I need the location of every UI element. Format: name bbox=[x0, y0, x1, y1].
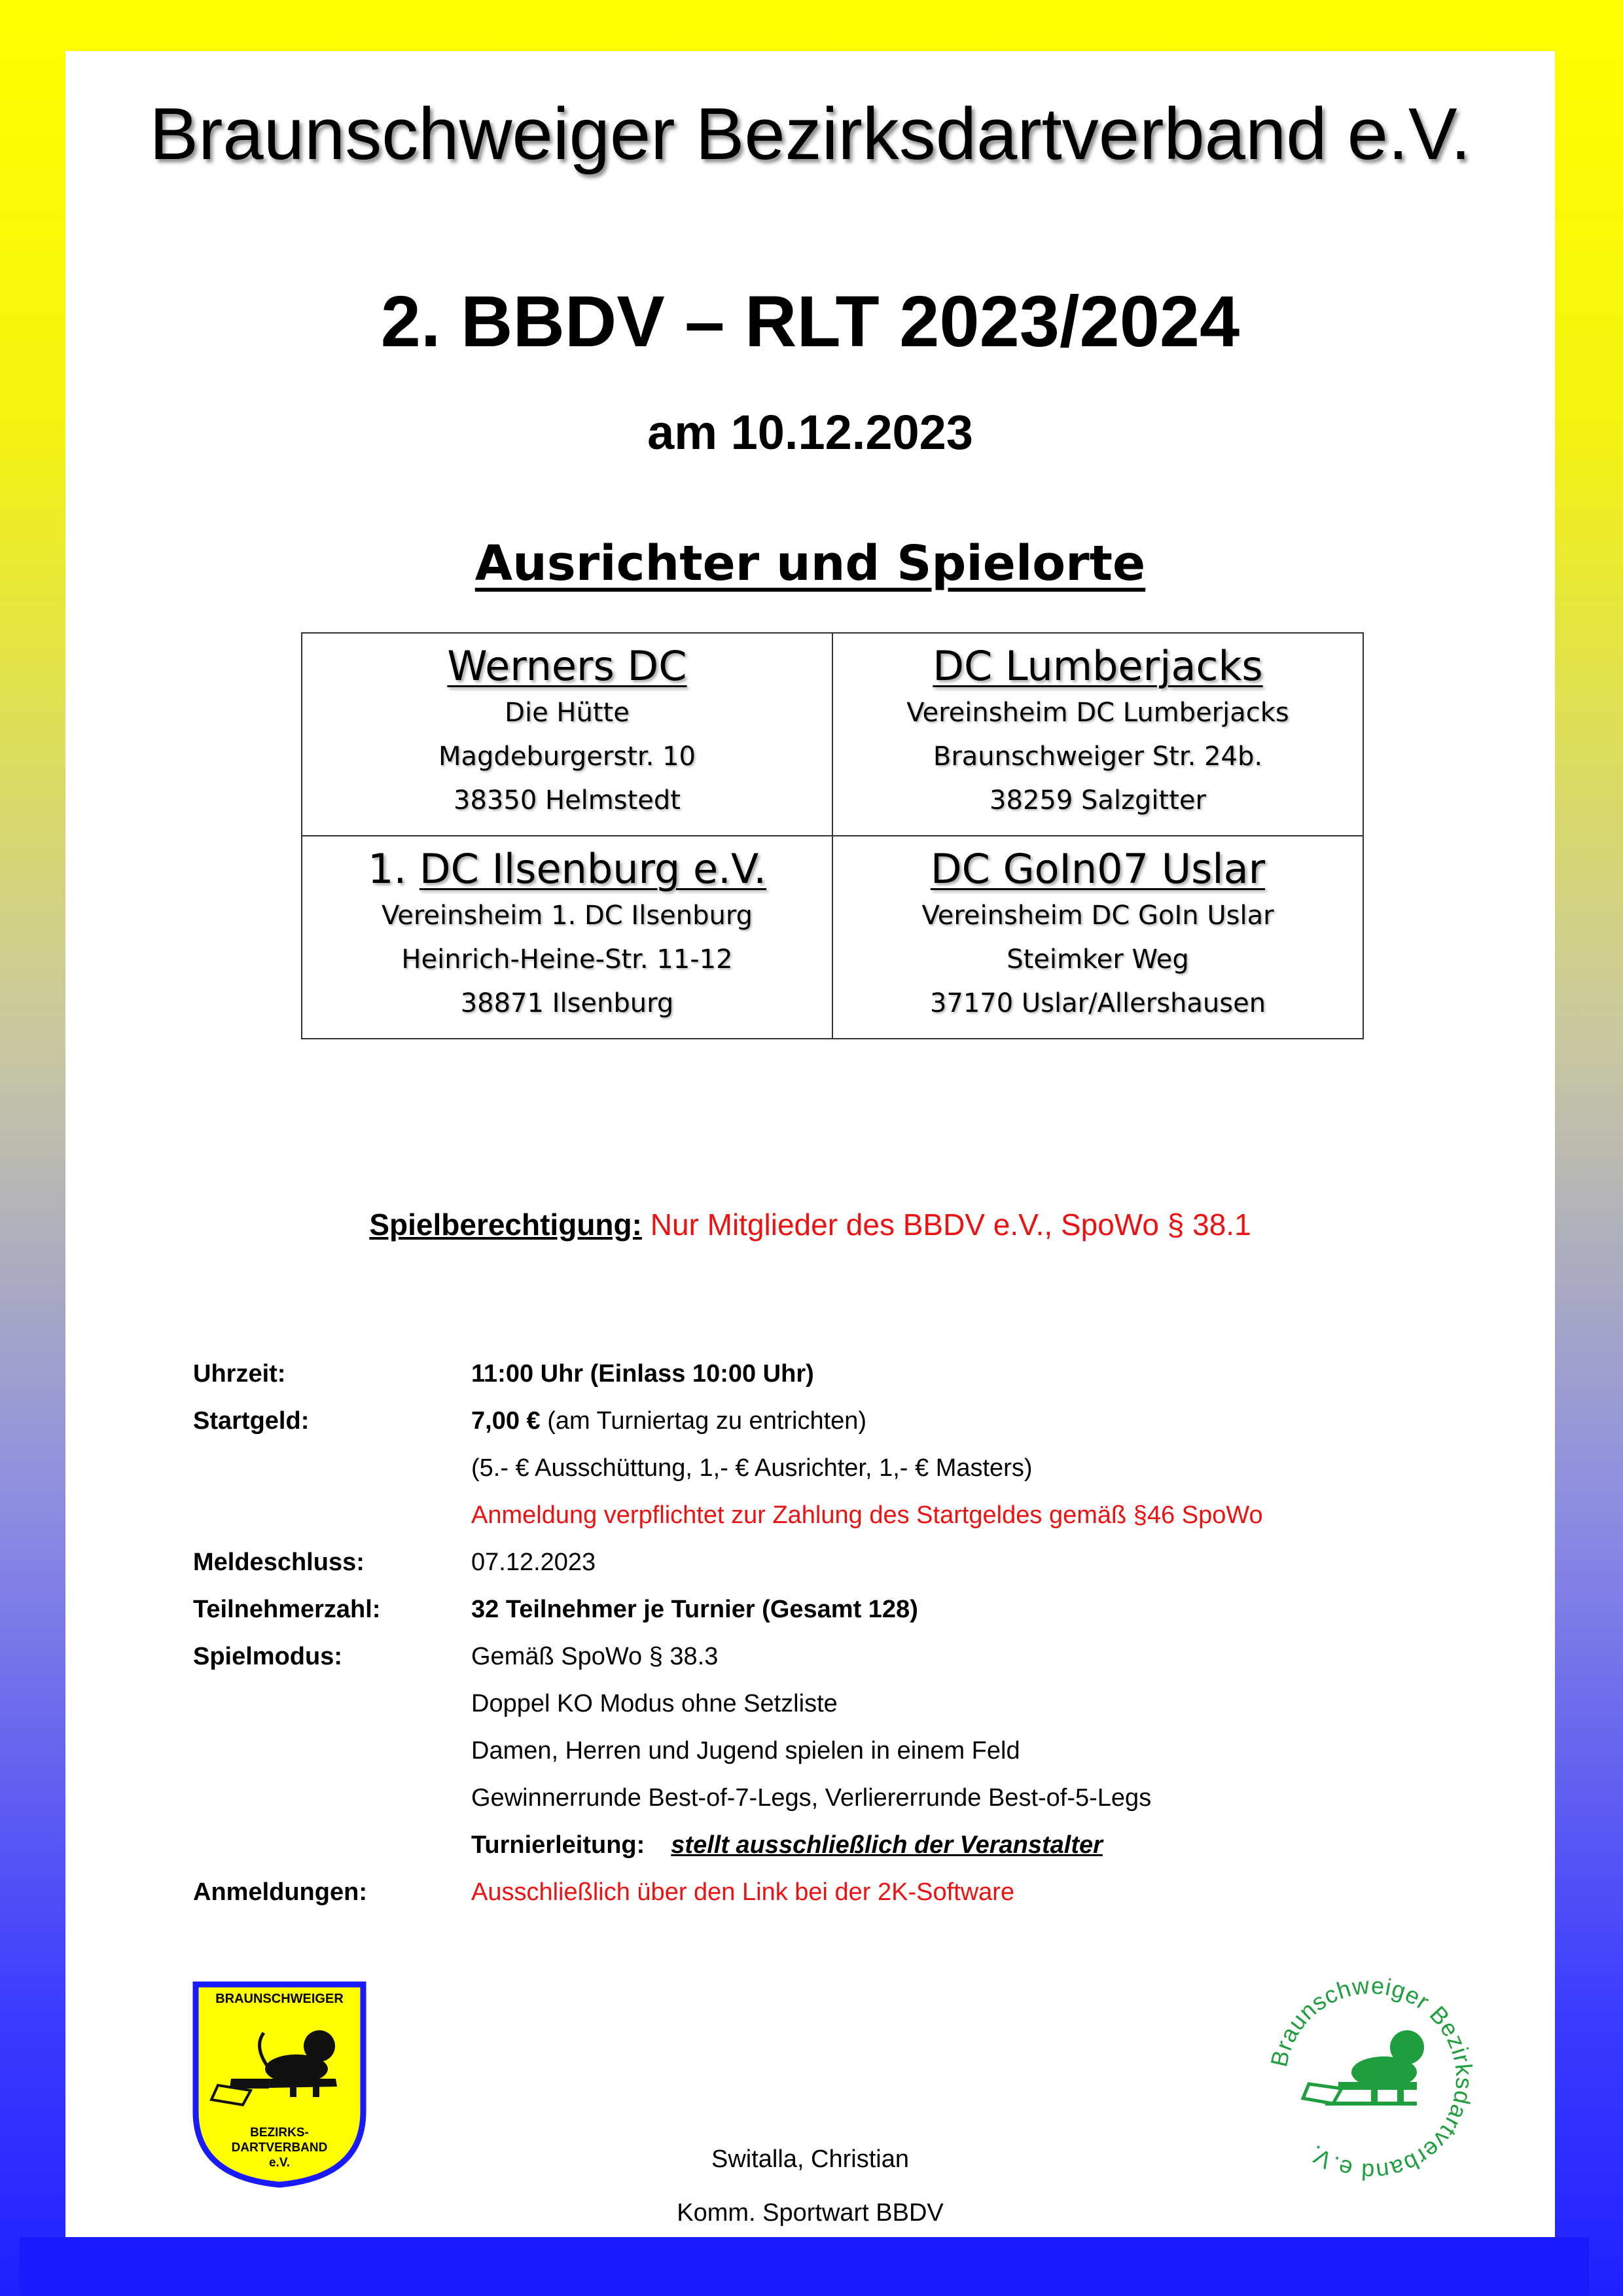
detail-label: Teilnehmerzahl: bbox=[193, 1596, 381, 1623]
venue-name: Werners DC bbox=[447, 642, 687, 690]
detail-value: 11:00 Uhr (Einlass 10:00 Uhr) bbox=[471, 1360, 814, 1388]
venue-line: Vereinsheim DC Lumberjacks bbox=[906, 698, 1289, 728]
signature-name: Switalla, Christian bbox=[711, 2145, 909, 2173]
venue-name: 1. DC Ilsenburg e.V. bbox=[368, 845, 766, 893]
venue-line: Die Hütte bbox=[505, 698, 630, 728]
venue-line: 38871 Ilsenburg bbox=[460, 988, 674, 1018]
eligibility-label: Spielberechtigung: bbox=[369, 1208, 642, 1242]
venue-line: Braunschweiger Str. 24b. bbox=[933, 742, 1263, 772]
venue-name: DC GoIn07 Uslar bbox=[930, 845, 1266, 893]
bottom-blue-band bbox=[20, 2237, 1589, 2296]
detail-label: Meldeschluss: bbox=[193, 1549, 365, 1576]
detail-value: 32 Teilnehmer je Turnier (Gesamt 128) bbox=[471, 1596, 918, 1623]
svg-text:BRAUNSCHWEIGER: BRAUNSCHWEIGER bbox=[215, 1992, 344, 2006]
poster-page bbox=[65, 51, 1555, 2237]
venue-line: 37170 Uslar/Allershausen bbox=[929, 988, 1266, 1018]
detail-value: Ausschließlich über den Link bei der 2K-Software bbox=[471, 1878, 1015, 1906]
venue-line: Vereinsheim 1. DC Ilsenburg bbox=[381, 901, 753, 931]
venue-line: 38350 Helmstedt bbox=[454, 785, 681, 816]
svg-text:BEZIRKS-: BEZIRKS- bbox=[250, 2126, 309, 2140]
detail-label: Startgeld: bbox=[193, 1407, 310, 1435]
svg-text:Braunschweiger Bezirksdartverb: Braunschweiger Bezirksdartverband e.V. bbox=[1265, 1971, 1478, 2186]
svg-text:e.V.: e.V. bbox=[268, 2156, 291, 2170]
event-title: 2. BBDV – RLT 2023/2024 bbox=[380, 281, 1240, 362]
org-title: Braunschweiger Bezirksdartverband e.V. bbox=[149, 93, 1471, 175]
venue-cell bbox=[302, 836, 832, 1039]
detail-warning: Anmeldung verpflichtet zur Zahlung des Startgeldes gemäß §46 SpoWo bbox=[471, 1501, 1263, 1529]
event-date: am 10.12.2023 bbox=[647, 405, 973, 459]
venue-cell bbox=[832, 633, 1363, 836]
venue-line: 38259 Salzgitter bbox=[990, 785, 1206, 816]
venue-line: Vereinsheim DC GoIn Uslar bbox=[921, 901, 1274, 931]
detail-value: (5.- € Ausschüttung, 1,- € Ausrichter, 1,- € Masters) bbox=[471, 1454, 1033, 1482]
venue-cell bbox=[302, 633, 832, 836]
lion-icon bbox=[1303, 2030, 1424, 2106]
detail-value: Gemäß SpoWo § 38.3 bbox=[471, 1643, 719, 1670]
venues-heading: Ausrichter und Spielorte bbox=[474, 535, 1146, 592]
detail-value: 07.12.2023 bbox=[471, 1549, 596, 1576]
venue-line: Steimker Weg bbox=[1007, 944, 1189, 975]
detail-value: Turnierleitung: stellt ausschließlich der Veranstalter bbox=[471, 1831, 1103, 1859]
venue-line: Magdeburgerstr. 10 bbox=[438, 742, 696, 772]
detail-label: Spielmodus: bbox=[193, 1643, 343, 1670]
eligibility-text: Nur Mitglieder des BBDV e.V., SpoWo § 38.1 bbox=[650, 1208, 1251, 1242]
signature-role: Komm. Sportwart BBDV bbox=[677, 2199, 944, 2227]
svg-text:DARTVERBAND: DARTVERBAND bbox=[231, 2141, 328, 2155]
detail-value: Damen, Herren und Jugend spielen in einem Feld bbox=[471, 1737, 1020, 1765]
detail-label: Uhrzeit: bbox=[193, 1360, 286, 1388]
venue-cell bbox=[832, 836, 1363, 1039]
detail-label: Anmeldungen: bbox=[193, 1878, 367, 1906]
eligibility-line bbox=[65, 1207, 1555, 1242]
detail-value: 7,00 € (am Turniertag zu entrichten) bbox=[471, 1407, 867, 1435]
detail-value: Doppel KO Modus ohne Setzliste bbox=[471, 1690, 838, 1717]
venue-name: DC Lumberjacks bbox=[933, 642, 1263, 690]
venue-line: Heinrich-Heine-Str. 11-12 bbox=[401, 944, 733, 975]
venues-table bbox=[301, 632, 1364, 1039]
detail-value: Gewinnerrunde Best-of-7-Legs, Verliererrunde Best-of-5-Legs bbox=[471, 1784, 1152, 1812]
